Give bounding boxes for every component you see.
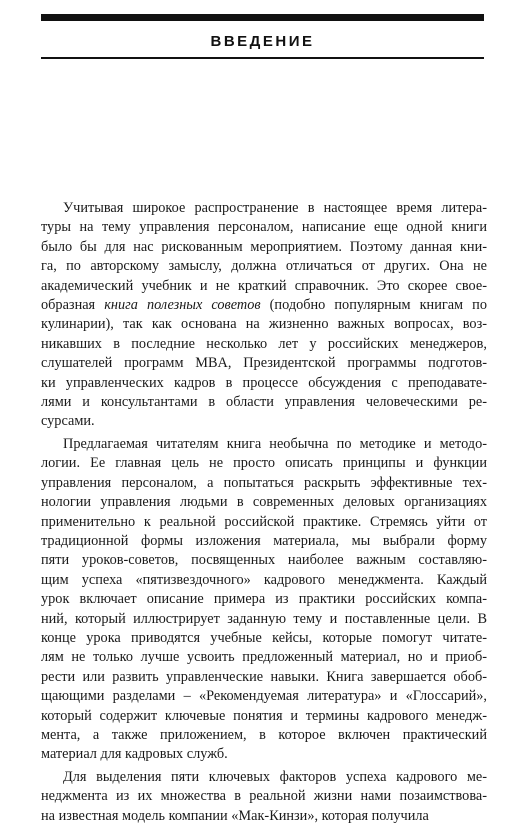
paragraph [41,435,487,765]
text-line: на известная модель компании «Мак-Кинзи», которая получила [41,807,429,824]
header-bar [41,14,484,21]
text-line: Учитывая широкое распространение в настоящее время литера- [63,200,487,216]
text-line: академический учебник и не краткий справочник. Это скорее свое- [41,277,487,294]
text-line: конце урока приводятся учебные кейсы, которые помогут читате- [41,629,487,646]
text-line: Предлагаемая читателям книга необычна по методике и методо- [63,435,487,452]
text-line: га, по авторскому замыслу, должна отличаться от других. Она не [41,258,487,275]
text-line: Для выделения пяти ключевых факторов успеха кадрового ме- [63,768,487,785]
text-line: рести или развить управленческие навыки. Книга завершается обоб- [41,668,487,685]
text-line: кулинарии), так как основана на жизненно важных вопросах, воз- [41,316,487,333]
emphasis: книга полезных советов [104,297,261,314]
body-text [41,199,487,826]
text-line: который содержит ключевые понятия и термины кадрового менедж- [41,707,487,724]
text-line: щим успеха «пятизвездочного» кадрового менеджмента. Каждый [41,571,487,588]
page-title: ВВЕДЕНИЕ [210,33,315,50]
text-line: урок включает описание примера из практики российских компа- [41,591,487,608]
text-line: управления персоналом, а попытаться раскрыть эффективные тех- [41,474,487,491]
text-line: лями и консультантами в области управления человеческими ре- [41,394,487,411]
text-line: мента, а также приложением, в которое включен практический [41,726,487,743]
text-line: применительно к реальной российской практике. Стремясь уйти от [41,513,487,530]
text-line: логии. Ее главная цель не просто описать принципы и функции [41,455,487,472]
text-line: неджмента из их множества в реальной жизни нами позаимствова- [41,788,487,805]
text-line: туры на тему управления персоналом, написание еще одной книги [41,219,487,236]
text-line: ки управленческих кадров в процессе обсуждения с преподавате- [41,374,487,391]
paragraph [41,768,487,826]
text-line: образная книга полезных советов (подобно популярным книгам по [41,297,487,314]
text-line: ний, который иллюстрирует заданную тему и поставленные цели. В [41,610,487,627]
text-line: пяти уроков-советов, посвященных наиболее важным составляю- [41,552,487,569]
header-rule [41,57,484,59]
text-line: традиционной формы изложения материала, мы выбрали форму [41,532,487,549]
text-line: лям не только лучше усвоить предложенный материал, но и приоб- [41,649,487,666]
text-line: слушателей программ MBA, Президентской программы подготов- [41,355,487,372]
text-line: щающими разделами – «Рекомендуемая литература» и «Глоссарий», [41,688,487,705]
text-line: никавших в последние несколько лет у российских менеджеров, [41,335,487,352]
text-line: нологии управления людьми в современных деловых организациях [41,494,487,511]
text-line: было бы для нас рискованным мероприятием. Поэтому данная кни- [41,238,487,255]
text-line: материал для кадровых служб. [41,746,228,763]
text-line: сурсами. [41,413,95,430]
paragraph [41,199,487,432]
